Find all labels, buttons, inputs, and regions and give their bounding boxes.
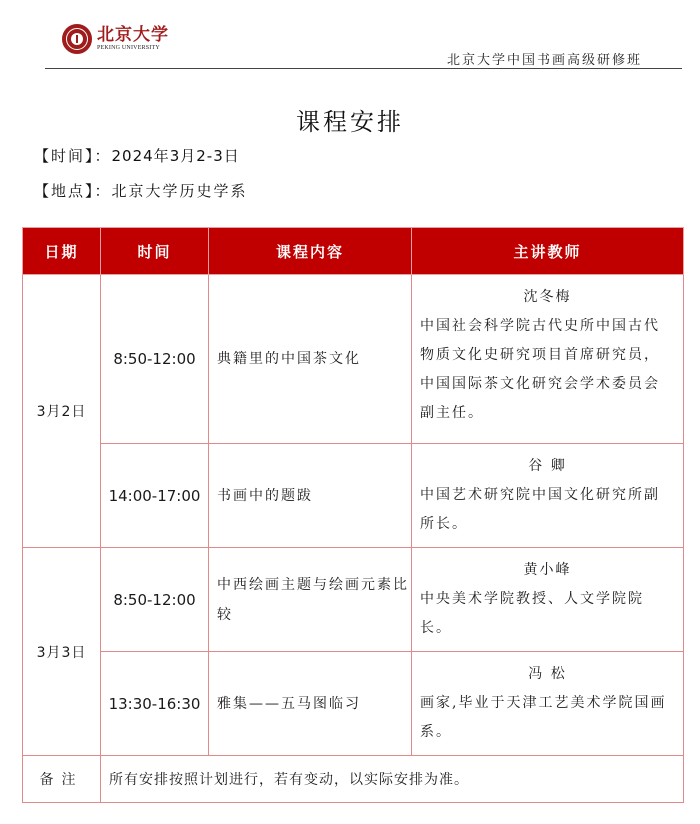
header-date: 日期 bbox=[23, 228, 101, 275]
header-course: 课程内容 bbox=[209, 228, 412, 275]
date-cell: 3月3日 bbox=[23, 548, 101, 756]
location-value: 北京大学历史学系 bbox=[111, 182, 248, 200]
header-divider bbox=[45, 68, 682, 69]
course-cell: 雅集——五马图临习 bbox=[209, 652, 412, 756]
time-value: 2024年3月2-3日 bbox=[111, 147, 240, 165]
teacher-bio: 中央美术学院教授、人文学院院长。 bbox=[420, 591, 644, 636]
table-row bbox=[23, 444, 684, 548]
teacher-name: 黄小峰 bbox=[523, 562, 572, 578]
teacher-cell bbox=[412, 275, 684, 444]
table-row bbox=[23, 275, 684, 444]
course-cell: 典籍里的中国茶文化 bbox=[209, 275, 412, 444]
university-seal-icon bbox=[62, 24, 92, 54]
time-cell: 13:30-16:30 bbox=[101, 652, 209, 756]
teacher-cell bbox=[412, 548, 684, 652]
remarks-label: 备注 bbox=[23, 756, 101, 803]
logo-english-name: PEKING UNIVERSITY bbox=[97, 45, 160, 51]
teacher-bio: 中国艺术研究院中国文化研究所副所长。 bbox=[420, 487, 660, 532]
time-cell: 8:50-12:00 bbox=[101, 548, 209, 652]
teacher-bio: 画家,毕业于天津工艺美术学院国画系。 bbox=[420, 695, 667, 740]
program-title: 北京大学中国书画高级研修班 bbox=[446, 53, 642, 68]
time-info bbox=[34, 145, 240, 166]
remarks-text: 所有安排按照计划进行，若有变动，以实际安排为准。 bbox=[101, 756, 684, 803]
course-cell: 书画中的题跋 bbox=[209, 444, 412, 548]
logo-chinese-name: 北京大学 bbox=[97, 25, 169, 45]
time-cell: 14:00-17:00 bbox=[101, 444, 209, 548]
page-title: 课程安排 bbox=[296, 108, 404, 136]
table-header-row bbox=[23, 228, 684, 275]
remarks-row bbox=[23, 756, 684, 803]
teacher-name: 沈冬梅 bbox=[523, 289, 572, 305]
teacher-cell bbox=[412, 652, 684, 756]
location-label: 【地点】： bbox=[34, 182, 112, 200]
header-time: 时间 bbox=[101, 228, 209, 275]
time-label: 【时间】： bbox=[34, 147, 112, 165]
teacher-cell bbox=[412, 444, 684, 548]
teacher-bio: 中国社会科学院古代史所中国古代物质文化史研究项目首席研究员，中国国际茶文化研究会学术委员会副主任。 bbox=[420, 318, 660, 421]
location-info bbox=[34, 180, 248, 201]
date-cell: 3月2日 bbox=[23, 275, 101, 548]
course-cell: 中西绘画主题与绘画元素比较 bbox=[209, 548, 412, 652]
time-cell: 8:50-12:00 bbox=[101, 275, 209, 444]
schedule-table bbox=[22, 227, 684, 803]
teacher-name: 谷 卿 bbox=[528, 458, 567, 474]
table-row bbox=[23, 652, 684, 756]
teacher-name: 冯 松 bbox=[528, 666, 567, 682]
header-teacher: 主讲教师 bbox=[412, 228, 684, 275]
university-logo bbox=[62, 24, 169, 54]
table-row bbox=[23, 548, 684, 652]
